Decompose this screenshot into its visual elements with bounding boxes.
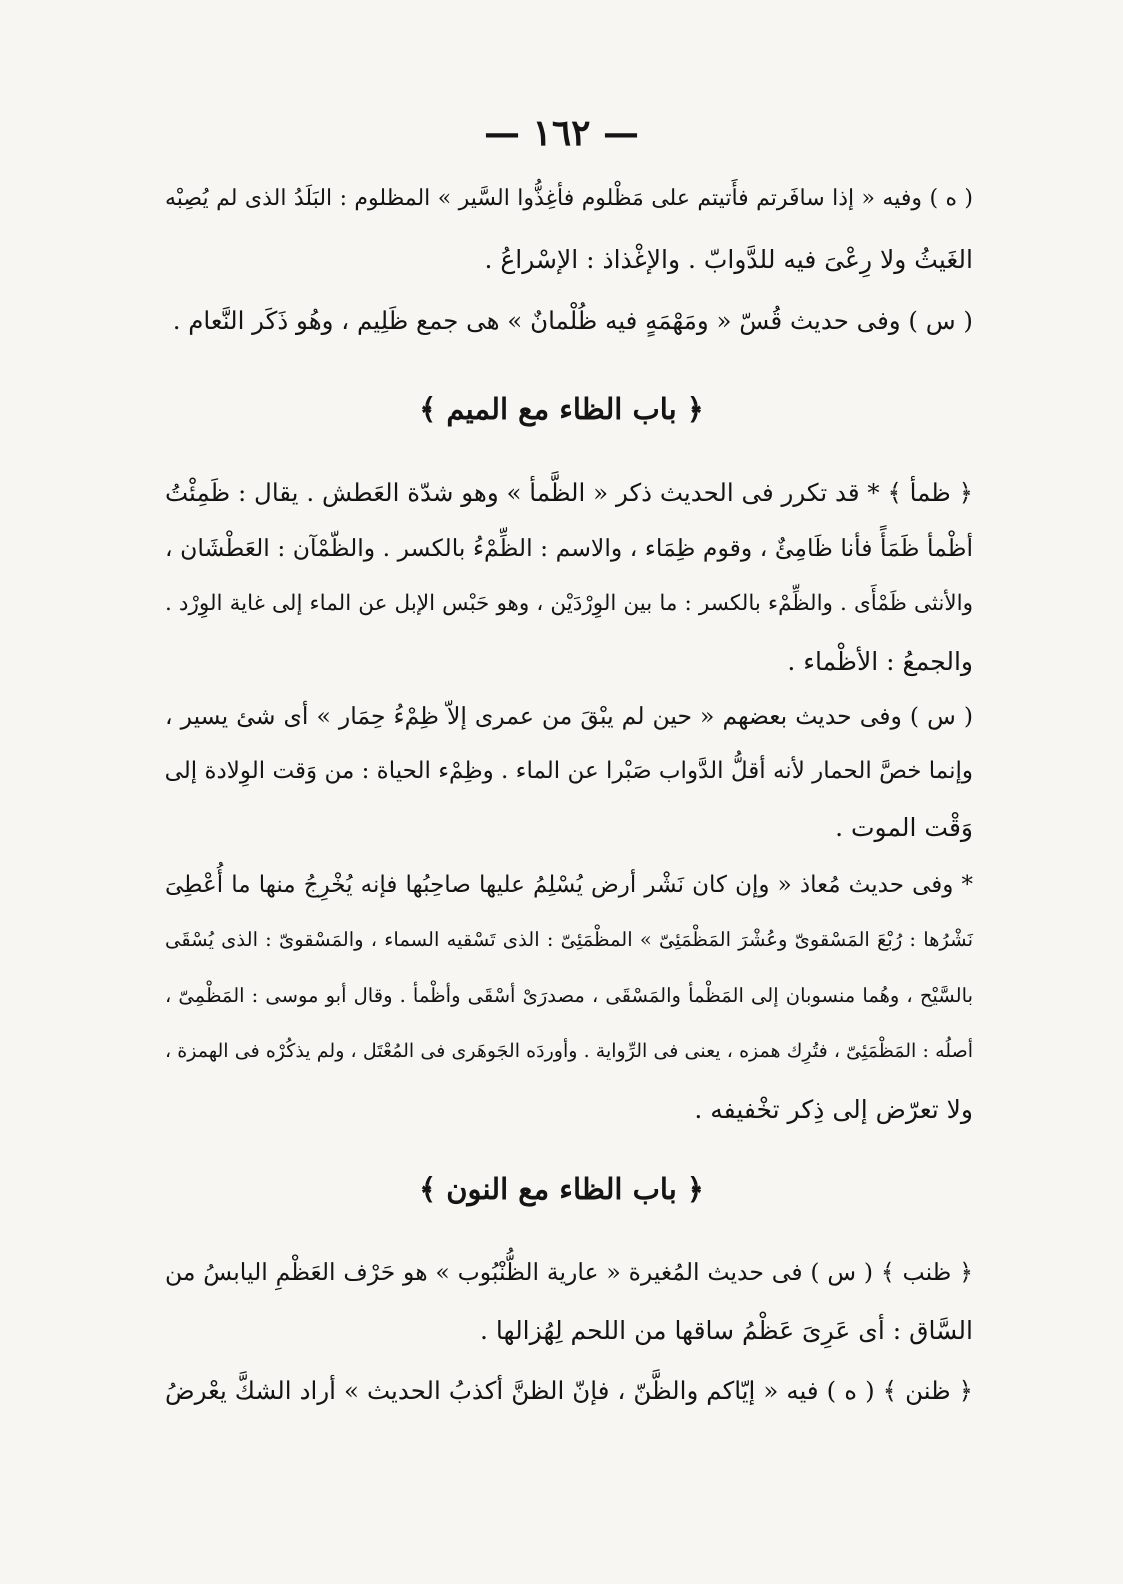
text-line: ﴿ ظمأ ﴾ * قد تكرر فى الحديث ذكر « الظَّمأ » وهو شدّة العَطش . يقال : ظَمِئْتُ [165,478,973,507]
text-line: ﴿ ظنن ﴾ ( ه ) فيه « إيّاكم والظَّنّ ، فإنّ الظنَّ أكذبُ الحديث » أراد الشكَّ يعْرضُ [165,1376,973,1405]
text-line: ( س ) وفى حديث بعضهم « حين لم يبْقَ من عمرى إلاّ ظِمْءُ حِمَار » أى شئ يسير ، [165,702,973,730]
text-line: أظْمأ ظَمَأً فأنا ظَامِئٌ ، وقوم ظِمَاء ، والاسم : الظِّمْءُ بالكسر . والظّمْآن : العَطْشَان ، [165,534,973,562]
text-line: السَّاق : أى عَرِىَ عَظْمُ ساقها من اللحم لِهُزالها . [480,1316,973,1345]
text-line: ولا تعرّض إلى ذِكر تخْفيفه . [694,1095,973,1124]
text-line: ﴿ ظنب ﴾ ( س ) فى حديث المُغيرة « عارية الظُّنْبُوب » هو حَرْف العَظْمِ اليابسُ من [165,1258,973,1286]
text-line: وإنما خصَّ الحمار لأنه أقلُّ الدَّواب صَبْرا عن الماء . وظِمْء الحياة : من وَقت الوِلادة إلى [164,758,973,784]
text-line: نَشْرُها : رُبْعَ المَسْقوىّ وعُشْرَ المَظْمَئِىّ » المظْمَئِىّ : الذى تَسْقيه السماء ، والمَسْقوىّ : الذى يُسْقَى [165,928,973,951]
text-line: الغَيثُ ولا رِعْىَ فيه للدَّوابّ . والإغْذاذ : الإسْراعُ . [484,245,973,274]
page-number: — ١٦٢ — [483,112,640,154]
text-line: ( س ) وفى حديث قُسّ « ومَهْمَهٍ فيه ظُلْمانٌ » هى جمع ظَلِيم ، وهُو ذَكَر النَّعام . [172,306,973,335]
text-line: والأنثى ظَمْأَى . والظِّمْء بالكسر : ما بين الوِرْدَيْن ، وهو حَبْس الإبل عن الماء إلى غاية الوِرْد . [165,591,973,616]
section-heading: ﴿ باب الظاء مع الميم ﴾ [419,392,704,426]
section-heading: ﴿ باب الظاء مع النون ﴾ [419,1172,704,1206]
text-line: ( ه ) وفيه « إذا سافَرتم فأَتيتم على مَظْلوم فأغِذُّوا السَّير » المظلوم : البَلَدُ الذى لم يُصِبْه [165,186,973,211]
text-line: أصلُه : المَظْمَئِىّ ، فتُرِك همزه ، يعنى فى الرِّواية . وأوردَه الجَوهَرى فى المُعْتَل ، ولم يذكُرْه فى الهمزة ، [165,1040,973,1062]
text-line: * وفى حديث مُعاذ « وإن كان نَشْر أرض يُسْلِمُ عليها صاحِبُها فإنه يُخْرِجُ منها ما أُعْطِىَ [165,872,973,898]
text-line: بالسَّيْح ، وهُما منسوبان إلى المَظْمأ والمَسْقَى ، مصدرَىْ أسْقَى وأظْمأ . وقال أبو موسى : المَظْمِىّ ، [165,984,973,1007]
text-line: والجمعُ : الأظْماء . [787,647,973,676]
text-line: وَقْت الموت . [835,813,973,842]
